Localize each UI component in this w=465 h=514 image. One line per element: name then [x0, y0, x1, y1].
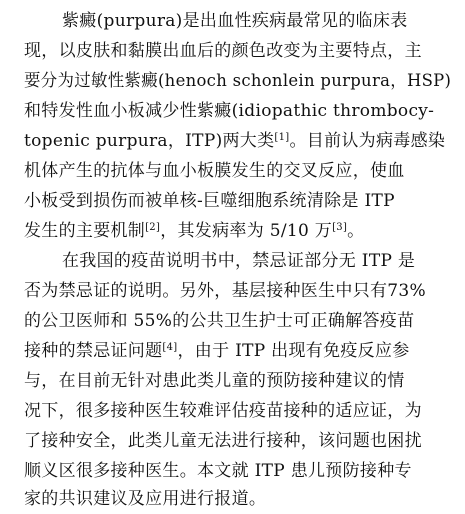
paragraph-2-line-3: 的公卫医师和 55%的公共卫生护士可正确解答疫苗: [24, 311, 415, 331]
paragraph-1-line-5-text: topenic purpura，ITP)两大类: [24, 131, 275, 151]
paragraph-2-line-2: 否为禁忌证的说明。另外，基层接种医生中只有73%: [24, 281, 426, 301]
paragraph-1-line-8-text: 发生的主要机制: [24, 221, 146, 241]
paragraph-1-line-7: 小板受到损伤而被单核-巨噬细胞系统清除是 ITP: [24, 191, 395, 211]
paragraph-1-line-5-suffix: 。目前认为病毒感染: [289, 131, 446, 151]
paragraph-1-line-8-sep: ，: [160, 221, 178, 241]
paragraph-1-line-2: 现，以皮肤和黏膜出血后的颜色改变为主要特点，主: [24, 41, 422, 61]
citation-4: [4]: [162, 342, 178, 353]
paragraph-1-line-3: 要分为过敏性紫癜(henoch schonlein purpura，HSP): [24, 71, 452, 91]
paragraph-1-line-6: 机体产生的抗体与血小板膜发生的交叉反应，使血: [24, 161, 405, 181]
citation-2: [2]: [145, 222, 161, 233]
paragraph-1-line-5: [24, 126, 445, 156]
paragraph-1-line-8: [24, 216, 364, 246]
paragraph-2-line-4-text: 接种的禁忌证问题: [24, 341, 163, 361]
paragraph-2-line-1: 在我国的疫苗说明书中，禁忌证部分无 ITP 是: [62, 251, 416, 271]
paragraph-2-line-4: [24, 336, 410, 366]
paragraph-2-line-8: 顺义区很多接种医生。本文就 ITP 患儿预防接种专: [24, 461, 412, 481]
paragraph-1-line-8-tail: 其发病率为 5/10 万: [177, 221, 333, 241]
paragraph-2-line-5: 与，在目前无针对患此类儿童的预防接种建议的情: [24, 371, 405, 391]
citation-3: [3]: [332, 222, 348, 233]
paragraph-2-line-4-suffix: ，由于 ITP 出现有免疫反应参: [177, 341, 410, 361]
paragraph-1-line-4: 和特发性血小板减少性紫癜(idiopathic thrombocy-: [24, 101, 435, 121]
citation-1: [1]: [274, 132, 290, 143]
paragraph-2-line-7: 了接种安全，此类儿童无法进行接种，该问题也困扰: [24, 431, 422, 451]
paragraph-2-line-9: 家的共识建议及应用进行报道。: [24, 489, 267, 509]
paragraph-1-line-1: 紫癜(purpura)是出血性疾病最常见的临床表: [62, 11, 408, 31]
paragraph-2-line-6: 况下，很多接种医生较难评估疫苗接种的适应证，为: [24, 401, 422, 421]
paragraph-1-line-8-end: 。: [347, 221, 365, 241]
